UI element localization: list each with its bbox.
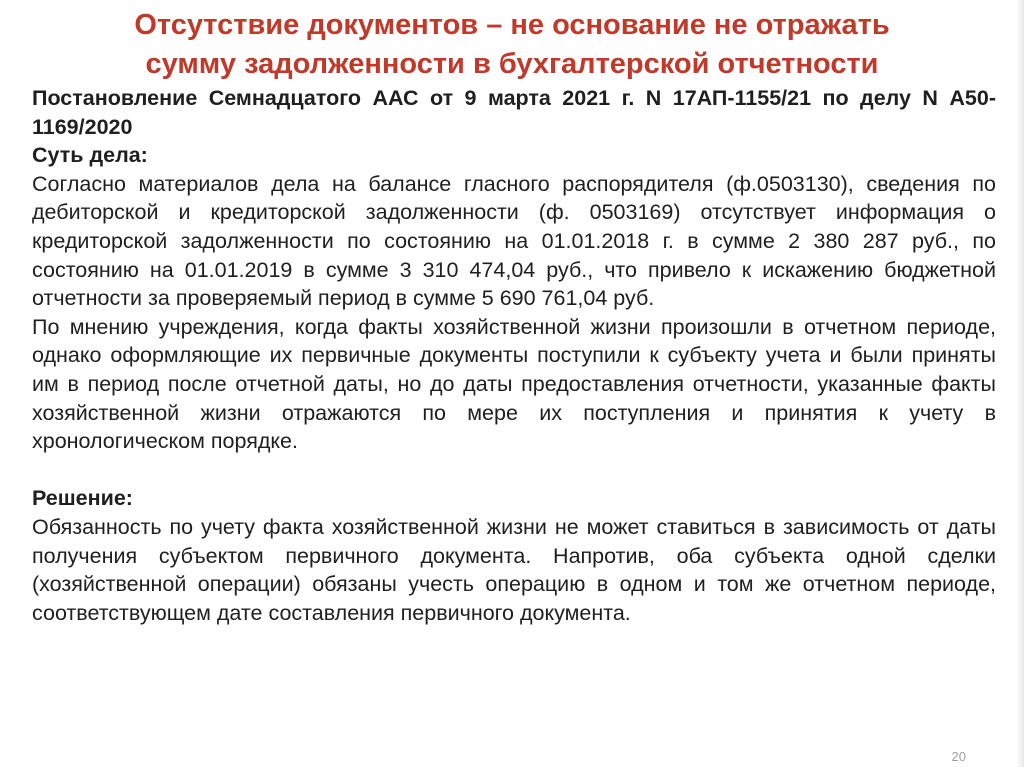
case-reference: Постановление Семнадцатого ААС от 9 марта 2021 г. N 17АП-1155/21 по делу N А50-1169/2020 [32,86,996,139]
essence-heading: Суть дела: [32,143,148,168]
page-number: 20 [951,749,966,764]
essence-paragraph-1: Согласно материалов дела на балансе гласного распорядителя (ф.0503130), сведения по дебиторской и кредиторской задолженности (ф. 0503169) отсутствует информация о кредиторской задолженности по состоянию на 01.01.2018 г. в сумме 2 380 287 руб., по состоянию на 01.01.2019 в сумме 3 310 474,04 руб., что привело к искажению бюджетной отчетности за проверяемый период в сумме 5 690 761,04 руб. [32,171,996,311]
decision-paragraph: Обязанность по учету факта хозяйственной жизни не может ставиться в зависимость от даты получения субъектом первичного документа. Напротив, оба субъекта одной сделки (хозяйственной операции) обязаны учесть операцию в одном и том же отчетном периоде, соответствующем дате составления первичного документа. [32,514,996,625]
spacer [32,456,996,485]
title-line-1: Отсутствие документов – не основание не отражать [134,9,890,41]
title-line-2: сумму задолженности в бухгалтерской отчетности [145,48,879,80]
decision-heading: Решение: [32,486,133,511]
slide-body [32,84,996,627]
slide-title [40,6,984,84]
slide-edge-shadow [1016,0,1024,767]
essence-paragraph-2: По мнению учреждения, когда факты хозяйственной жизни произошли в отчетном периоде, однако оформляющие их первичные документы поступили к субъекту учета и были приняты им в период после отчетной даты, но до даты предоставления отчетности, указанные факты хозяйственной жизни отражаются по мере их поступления и принятия к учету в хронологическом порядке. [32,314,996,454]
